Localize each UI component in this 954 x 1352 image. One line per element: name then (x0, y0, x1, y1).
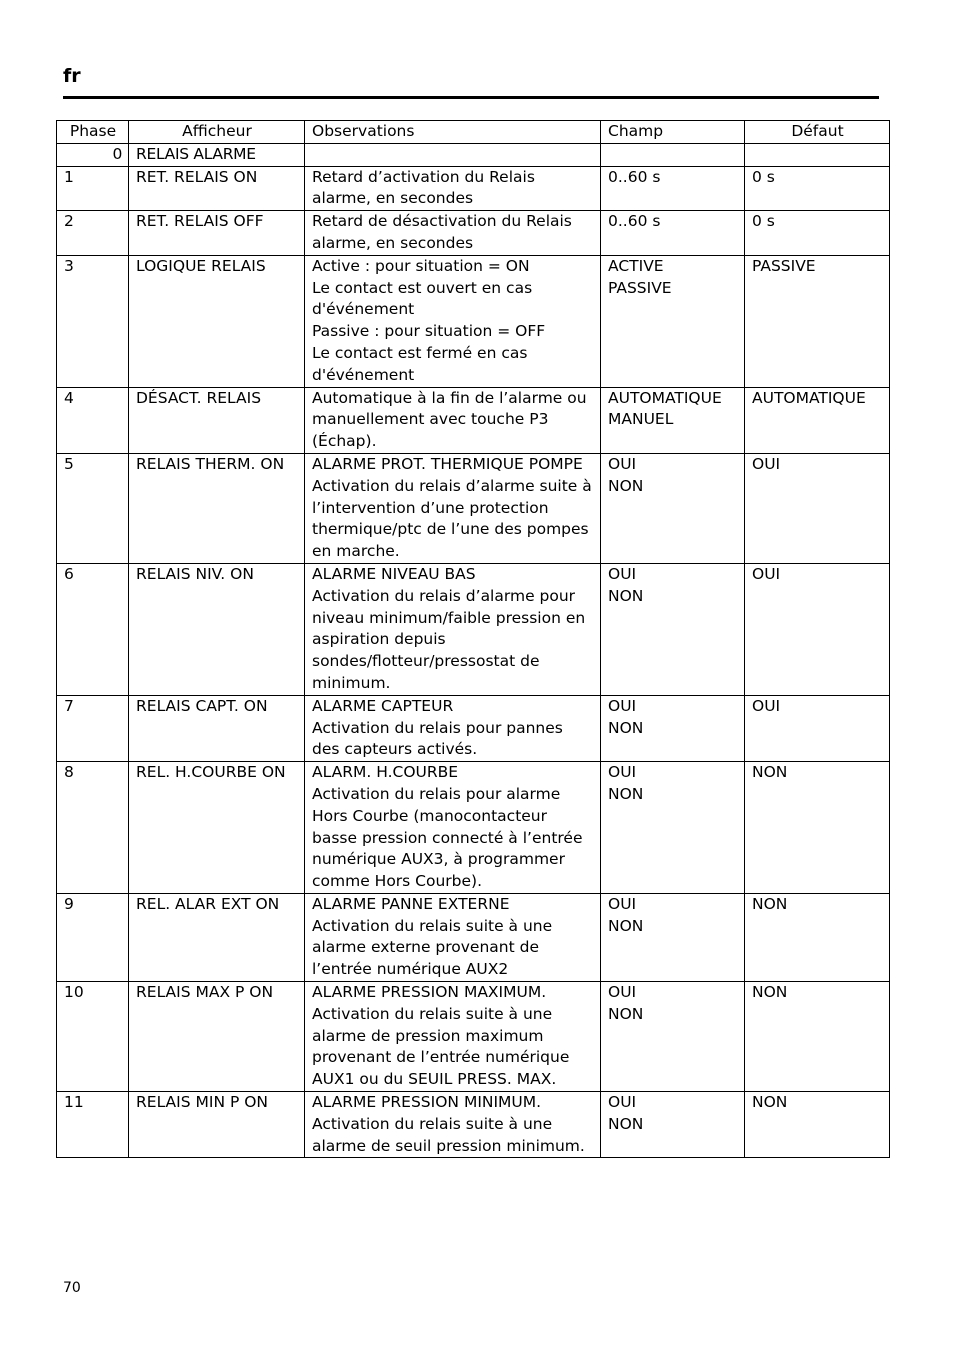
observations-cell: ALARME PANNE EXTERNE Activation du relais suite à une alarme externe provenant de l’entrée numérique AUX2 (305, 893, 601, 981)
defaut-cell: NON (745, 762, 890, 894)
afficheur-cell: LOGIQUE RELAIS (129, 255, 305, 387)
section-title: RELAIS ALARME (129, 143, 305, 166)
afficheur-cell: RET. RELAIS ON (129, 166, 305, 211)
section-phase: 0 (57, 143, 129, 166)
afficheur-cell: RELAIS MAX P ON (129, 982, 305, 1092)
phase-cell: 7 (57, 695, 129, 761)
afficheur-cell: DÉSACT. RELAIS (129, 387, 305, 453)
champ-cell: OUI NON (601, 762, 745, 894)
table-row (57, 563, 890, 695)
section-row (57, 143, 890, 166)
champ-cell: OUI NON (601, 453, 745, 563)
afficheur-cell: RELAIS CAPT. ON (129, 695, 305, 761)
table-header-row (57, 121, 890, 144)
defaut-cell: OUI (745, 695, 890, 761)
table-row (57, 255, 890, 387)
observations-cell: ALARM. H.COURBE Activation du relais pour alarme Hors Courbe (manocontacteur basse pression connecté à l’entrée numérique AUX3, à programmer comme Hors Courbe). (305, 762, 601, 894)
observations-cell: ALARME PRESSION MINIMUM. Activation du relais suite à une alarme de seuil pression minimum. (305, 1092, 601, 1158)
defaut-cell: AUTOMATIQUE (745, 387, 890, 453)
observations-cell: ALARME NIVEAU BAS Activation du relais d’alarme pour niveau minimum/faible pression en aspiration depuis sondes/flotteur/pressostat de minimum. (305, 563, 601, 695)
champ-cell: ACTIVE PASSIVE (601, 255, 745, 387)
champ-cell: OUI NON (601, 893, 745, 981)
defaut-cell: OUI (745, 563, 890, 695)
champ-cell: OUI NON (601, 563, 745, 695)
observations-cell: Retard de désactivation du Relais alarme, en secondes (305, 211, 601, 256)
defaut-cell: 0 s (745, 166, 890, 211)
table-row (57, 453, 890, 563)
observations-cell: Retard d’activation du Relais alarme, en secondes (305, 166, 601, 211)
header-champ: Champ (601, 121, 745, 144)
observations-cell: Automatique à la fin de l’alarme ou manuellement avec touche P3 (Échap). (305, 387, 601, 453)
table-row (57, 893, 890, 981)
header-observations: Observations (305, 121, 601, 144)
afficheur-cell: RELAIS MIN P ON (129, 1092, 305, 1158)
relay-parameters-table (56, 120, 890, 1158)
defaut-cell: 0 s (745, 211, 890, 256)
phase-cell: 5 (57, 453, 129, 563)
afficheur-cell: RELAIS NIV. ON (129, 563, 305, 695)
section-empty-cell (745, 143, 890, 166)
afficheur-cell: REL. ALAR EXT ON (129, 893, 305, 981)
phase-cell: 1 (57, 166, 129, 211)
table-row (57, 387, 890, 453)
defaut-cell: NON (745, 893, 890, 981)
phase-cell: 3 (57, 255, 129, 387)
table-row (57, 982, 890, 1092)
header-rule (63, 96, 879, 99)
champ-cell: OUI NON (601, 1092, 745, 1158)
afficheur-cell: RELAIS THERM. ON (129, 453, 305, 563)
afficheur-cell: REL. H.COURBE ON (129, 762, 305, 894)
header-defaut: Défaut (745, 121, 890, 144)
defaut-cell: NON (745, 1092, 890, 1158)
observations-cell: ALARME CAPTEUR Activation du relais pour pannes des capteurs activés. (305, 695, 601, 761)
champ-cell: OUI NON (601, 982, 745, 1092)
table-row (57, 1092, 890, 1158)
phase-cell: 10 (57, 982, 129, 1092)
champ-cell: 0..60 s (601, 211, 745, 256)
afficheur-cell: RET. RELAIS OFF (129, 211, 305, 256)
observations-cell: ALARME PRESSION MAXIMUM. Activation du relais suite à une alarme de pression maximum provenant de l’entrée numérique AUX1 ou du SEUIL PRESS. MAX. (305, 982, 601, 1092)
table-row (57, 166, 890, 211)
phase-cell: 4 (57, 387, 129, 453)
defaut-cell: OUI (745, 453, 890, 563)
header-phase: Phase (57, 121, 129, 144)
language-label: fr (63, 65, 81, 87)
phase-cell: 11 (57, 1092, 129, 1158)
header-afficheur: Afficheur (129, 121, 305, 144)
phase-cell: 2 (57, 211, 129, 256)
defaut-cell: PASSIVE (745, 255, 890, 387)
observations-cell: Active : pour situation = ON Le contact est ouvert en cas d'événement Passive : pour situation = OFF Le contact est fermé en cas d'événement (305, 255, 601, 387)
table-row (57, 695, 890, 761)
section-empty-cell (305, 143, 601, 166)
observations-cell: ALARME PROT. THERMIQUE POMPE Activation du relais d’alarme suite à l’intervention d’une protection thermique/ptc de l’une des pompes en marche. (305, 453, 601, 563)
phase-cell: 6 (57, 563, 129, 695)
section-empty-cell (601, 143, 745, 166)
table-row (57, 211, 890, 256)
champ-cell: OUI NON (601, 695, 745, 761)
table-row (57, 762, 890, 894)
page-number: 70 (63, 1280, 81, 1296)
phase-cell: 9 (57, 893, 129, 981)
defaut-cell: NON (745, 982, 890, 1092)
champ-cell: AUTOMATIQUE MANUEL (601, 387, 745, 453)
champ-cell: 0..60 s (601, 166, 745, 211)
phase-cell: 8 (57, 762, 129, 894)
